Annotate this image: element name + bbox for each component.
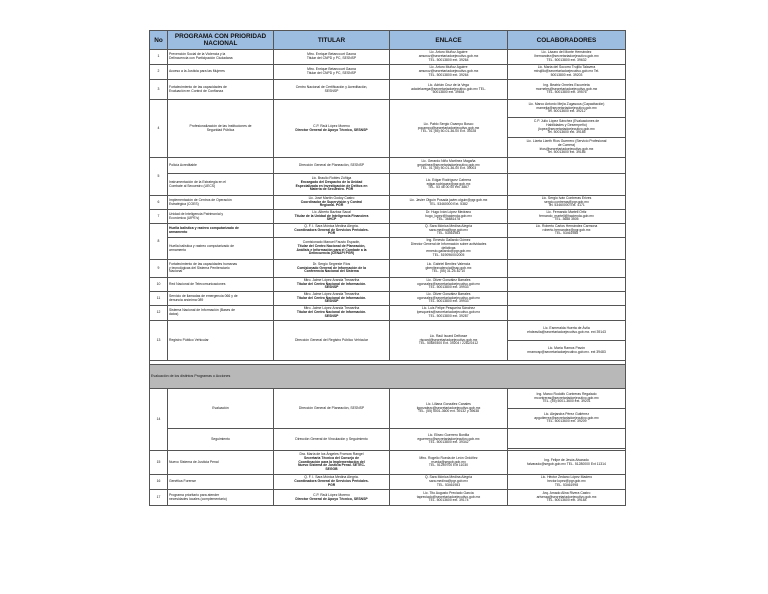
table-row bbox=[150, 306, 626, 321]
table-row bbox=[150, 80, 626, 100]
titular-role: Titular de la Unidad de Inteligencia Financiera SHCP bbox=[294, 213, 369, 222]
row-no: 11 bbox=[150, 292, 168, 306]
row-titular: Dirección General del Registro Público Vehicular bbox=[274, 321, 390, 361]
header-colaboradores: COLABORADORES bbox=[508, 31, 626, 50]
row-colaboradores bbox=[508, 260, 626, 278]
row-colaboradores bbox=[508, 278, 626, 292]
titular-name: Mtro. Jaime López Aranda Trewartha bbox=[303, 277, 360, 282]
row-titular bbox=[274, 475, 390, 490]
row-colaboradores: Ing. Marco Rodolfo Contreras Regalado mcontreras@secretariadoejecutivo.gob.mx TEL. (55) 5001-3600 ext. 39201 bbox=[508, 389, 626, 409]
row-enlace: Lic. Edgar Rodríguez Cabrera edgar.rodriguez@pgr.gob.mx TEL. 53 46 00 00 ext. 3867 bbox=[390, 174, 508, 196]
titular-name: Lic. José Martín Godoy Castro bbox=[308, 195, 355, 200]
row-colaboradores: Lic. Sergio Iván Contreras Erives sergio.contreras@pgr.gob.mx Tel. 53460000 Ext. 4171 bbox=[508, 196, 626, 210]
table-row bbox=[150, 196, 626, 210]
row-titular: Centro Nacional de Certificación y Acreditación, SESNSP bbox=[274, 80, 390, 100]
row-colaboradores bbox=[508, 292, 626, 306]
table-row bbox=[150, 429, 626, 449]
row-no: 1 bbox=[150, 50, 168, 65]
row-colaboradores: Arq. Amado Alina Rivera Castro ariveraa@secretariadoejecutivo.gob.mx TEL. 50013600 ext. 39184 bbox=[508, 490, 626, 506]
row-no: 12 bbox=[150, 306, 168, 321]
row-colaboradores: Lic. María Ramos Pavón mramosp@secretariadoejecutivo.gob.mx. ext 39483 bbox=[508, 341, 626, 361]
row-no: 7 bbox=[150, 210, 168, 224]
titular-role: Director General de Apoyo Técnico, SESNSP bbox=[295, 496, 368, 501]
row-enlace: Q. Sara Mónica Medina Alegría sara.medina@pgr.gob.mx TEL. 53461983 bbox=[390, 475, 508, 490]
row-no: 8 bbox=[150, 224, 168, 260]
header-programa: PROGRAMA CON PRIORIDAD NACIONAL bbox=[168, 31, 274, 50]
table-row bbox=[150, 451, 626, 475]
row-programa: Fortalecimiento de las capacidades humanas y tecnológicas del Sistema Penitenciario Nacional bbox=[168, 260, 274, 278]
row-colaboradores: Ing. Felipe de Jesús Alvarado falvarado@segob.gob.mx TEL. 51280000 Ext 11314 bbox=[508, 451, 626, 475]
row-colaboradores: Lic. Alejandra Pérez Gutiérrez apgutierrez@secretariadoejecutivo.gob.mx TEL. 50013600 ext. 39209 bbox=[508, 409, 626, 429]
table-header-row bbox=[150, 31, 626, 50]
row-colaboradores: C.P. Julio López Sánchez (Evaluaciones de Habilidades y Desempeño) jlopez@secretariadoejecutivo.gob.mx Tel. 50013600 ext. 39185 bbox=[508, 118, 626, 138]
row-no: 14 bbox=[150, 389, 168, 451]
row-enlace: Ing. Ernesto Gallardo Gómez Director General de Información sobre actividades delictivas ernesto.gallardo@pgr.gob.mx TEL. 51909600/2005 bbox=[390, 238, 508, 260]
row-enlace: Lic. Eliseo Guerrero Bonilla eguerrero@secretariadoejecutivo.gob.mx TEL. 50013800 ext. 39342 bbox=[390, 429, 508, 451]
row-enlace: Lic. Tito Augusto Preciado García tapreciado@secretariadoejecutivo.gob.mx TEL. 50013600 ext. 39174 bbox=[390, 490, 508, 506]
row-no: 4 bbox=[150, 100, 168, 158]
row-programa: Registro Público Vehicular bbox=[168, 321, 274, 361]
row-enlace: Dr. Hugo Iván López Medrano hugo_lopez@hacienda.gob.mx TEL. 36881478 bbox=[390, 210, 508, 224]
row-colaboradores: Lic. Roberto Carlos Hernández Carmona roberto.hernandez@pgr.gob.mx TEL. 53461988 bbox=[508, 224, 626, 238]
titular-name: Lic. Braulio Robles Zúñiga bbox=[311, 175, 352, 180]
row-colaboradores: Lic. Fernando Martell Ortiz fernando_martell@hacienda.gob.mx TEL. 3688 3505 bbox=[508, 210, 626, 224]
row-programa: Huella balística y rastreo computarizado de armamento bbox=[168, 238, 274, 260]
table-row bbox=[150, 278, 626, 292]
row-programa: Red Nacional de Telecomunicaciones bbox=[168, 278, 274, 292]
row-colaboradores: Lic. Esmeralda Huerta de Ávila ehdeavila@secretariadoejecutivo.gob.mx. ext 39143 bbox=[508, 321, 626, 341]
table-row bbox=[150, 389, 626, 409]
row-titular bbox=[274, 196, 390, 210]
row-programa: Instrumentación de la Estrategia en el Combate al Secuestro (UECS) bbox=[168, 174, 274, 196]
row-enlace: Lic. Javier Olguín Posada javier.olguin@pgr.gob.mx TEL. 53460000 Ext. 5382 bbox=[390, 196, 508, 210]
row-enlace: Lic. Adrián Cruz de la Vega adcdelavega@secretariadoejecutivo.gob.mx TEL. 50013800 ext. 39654 bbox=[390, 80, 508, 100]
row-no: 10 bbox=[150, 278, 168, 292]
row-enlace: Mtro. Rogelio Rueda de León Ordóñez rrueda@segob.gob.mx TEL. 51289700 Ext 11030 bbox=[390, 451, 508, 475]
titular-role: Titular del Centro Nacional de Información. SESNSP bbox=[296, 310, 367, 318]
row-titular bbox=[274, 306, 390, 321]
row-programa: Unidad de Inteligencia Patrimonial y Económica (UIPE's) bbox=[168, 210, 274, 224]
titular-role: Titular del Centro Nacional de Información. SESNSP bbox=[296, 295, 367, 304]
table-row bbox=[150, 224, 626, 238]
table-row bbox=[150, 100, 626, 118]
titular-role: Encargado del Despacho de la Unidad Especializada en Investigación de Delitos en Materia de Secuestro. PGR bbox=[295, 179, 368, 192]
row-titular: Mtro. Enrique Betancourt Gaona Titular del CNPD y PC, SESNSP bbox=[274, 65, 390, 80]
titular-name: Comisionado Manuel Fausto Espadín, bbox=[302, 239, 361, 244]
row-titular bbox=[274, 210, 390, 224]
row-titular bbox=[274, 490, 390, 506]
row-no: 5 bbox=[150, 158, 168, 196]
row-no: 2 bbox=[150, 65, 168, 80]
row-titular bbox=[274, 224, 390, 238]
row-enlace: Lic. Raúl Iscard Delfosse riscard@secretariadoejecutivo.gob.mx TEL. 50849300 Ext. 39204 / 2282/2412 bbox=[390, 321, 508, 361]
titular-name: Mtro. Jaime López Aranda Trewartha bbox=[303, 291, 360, 296]
row-titular bbox=[274, 278, 390, 292]
row-colaboradores: Lic. Lázaro del Monte Hernández lhernandez@secretariadoejecutivo.gob.mx TEL. 50013800 ext. 39632 bbox=[508, 50, 626, 65]
row-enlace: Lic. Arturo Muñoz Aguirre amunoz@secretariadoejecutivo.gob.mx TEL. 50013800 ext. 39264 bbox=[390, 50, 508, 65]
row-titular bbox=[274, 451, 390, 475]
row-programa: Implementación de Centros de Operación Estratégica (COES) bbox=[168, 196, 274, 210]
table-row bbox=[150, 260, 626, 278]
row-colaboradores bbox=[508, 306, 626, 321]
titular-name: Dra. María de los Ángeles Fromow Rangel bbox=[299, 451, 364, 456]
row-no: 13 bbox=[150, 321, 168, 361]
table-row bbox=[150, 158, 626, 174]
row-enlace: Lic. Arturo Muñoz Aguirre amunoz@secretariadoejecutivo.gob.mx TEL. 50013800 ext. 39264 bbox=[390, 65, 508, 80]
table-row bbox=[150, 210, 626, 224]
row-programa: Evaluación bbox=[168, 389, 274, 429]
row-titular: Mtro. Enrique Betancourt Gaona Titular del CNPD y PC, SESNSP bbox=[274, 50, 390, 65]
row-titular: Dirección General de Vinculación y Seguimiento bbox=[274, 429, 390, 451]
titular-role: Titular del Centro Nacional de Información. SESNSP bbox=[296, 281, 367, 290]
row-enlace: Q. Sara Mónica Medina Alegría sara.medina@pgr.gob.mx TEL. 53461983 bbox=[390, 224, 508, 238]
row-programa: Huella balística y rastreo computarizado de armamento bbox=[168, 224, 274, 238]
titular-role: Director General de Apoyo Técnico, SESNSP bbox=[295, 127, 368, 132]
titular-role: Comisionado General de Información de la Conferencia Nacional del Sistema bbox=[297, 265, 366, 274]
header-no: No bbox=[150, 31, 168, 50]
row-colaboradores: Lic. María del Socorro Trujillo Talavera mtrujillo@secretariadoejecutivo.gob.mx Tel. 50013800 ext. 39203 bbox=[508, 65, 626, 80]
titular-role: Titular del Centro Nacional de Planeación, Análisis e Información para el Combate a la Delincuencia (CENAPI PGR) bbox=[296, 243, 367, 256]
section-title: Evaluación de los distintos Programas o Acciones bbox=[150, 365, 626, 389]
row-enlace: Lic. Oliver González Barrales ogonzalez@secretariadoejecutivo.gob.mx TEL. 50013800 ext. 39933 bbox=[390, 278, 508, 292]
priority-programs-table bbox=[149, 30, 626, 506]
row-programa: Policía Acreditable bbox=[168, 158, 274, 174]
table-row bbox=[150, 50, 626, 65]
titular-role: Coordinadora General de Servicios Periciales. PGR bbox=[294, 479, 369, 487]
row-no: 9 bbox=[150, 260, 168, 278]
row-programa: Profesionalización de las Instituciones de Seguridad Pública bbox=[168, 100, 274, 158]
table-row bbox=[150, 174, 626, 196]
table-row bbox=[150, 475, 626, 490]
row-programa: Seguimiento bbox=[168, 429, 274, 451]
row-programa: Programa prioritario para atender necesidades locales (complementario) bbox=[168, 490, 274, 506]
row-enlace: Lic. Pablo Sergio Ocampo Bosco pocampo@secretariadoejecutivo.gob.mx TEL. 01 (55) 50-01-36-00 Ext. 39228 bbox=[390, 100, 508, 158]
row-titular bbox=[274, 292, 390, 306]
row-titular bbox=[274, 100, 390, 158]
titular-name: Lic. Alberto Bazbaz Sacal bbox=[312, 209, 351, 214]
row-colaboradores: Lic. Lizeta Lizeth Ríos Guerrero (Servicio Profesional de Carrera) lrios@secretariadoejecutivo.gob.mx Tel. 50013600 ext. 39186 bbox=[508, 138, 626, 158]
row-programa: Acceso a la Justicia para las Mujeres bbox=[168, 65, 274, 80]
row-titular bbox=[274, 260, 390, 278]
table-row bbox=[150, 65, 626, 80]
row-colaboradores bbox=[508, 429, 626, 449]
row-no: 16 bbox=[150, 475, 168, 490]
header-titular: TITULAR bbox=[274, 31, 390, 50]
row-enlace: Lic. Oliver González Barrales ogonzalez@secretariadoejecutivo.gob.mx TEL. 50013800 ext. 39933 bbox=[390, 292, 508, 306]
row-colaboradores bbox=[508, 158, 626, 174]
row-enlace: Lic. Luis Felipe Pesqueira Sánchez lpesqueira@secretariadoejecutivo.gob.mx TEL. 50013800 ext. 39287 bbox=[390, 306, 508, 321]
titular-name: Dr. Sergio Segreste Ríos bbox=[312, 261, 351, 266]
row-programa: Fortalecimiento de las capacidades de Evaluación en Control de Confianza bbox=[168, 80, 274, 100]
row-colaboradores bbox=[508, 174, 626, 196]
row-programa: Servicio de llamadas de emergencia 066 y de denuncia anónima 089 bbox=[168, 292, 274, 306]
row-no: 6 bbox=[150, 196, 168, 210]
row-colaboradores: Lic. Héctor Zedano López Madero hector.lopez@pgr.gob.mx TEL. 53461998 bbox=[508, 475, 626, 490]
titular-role: Coordinadora General de Servicios Periciales. PGR bbox=[294, 227, 369, 236]
header-enlace: ENLACE bbox=[390, 31, 508, 50]
row-titular bbox=[274, 238, 390, 260]
row-programa: Prevención Social de la Violencia y la Delincuencia con Participación Ciudadana bbox=[168, 50, 274, 65]
titular-name: Q. F. I. Sara Mónica Medina Alegría. bbox=[304, 223, 359, 228]
row-colaboradores: Lic. Marco Antonio Mejía Zugasoca (Capacitación) mamejia@secretariadoejecutivo.gob.mx Tel. 50013600 ext. 39212 bbox=[508, 100, 626, 118]
row-enlace: Lic. Liliana González Canales lgonzalezc@secretariadoejecutivo.gob.mx TEL. (55) 5001-3600 ext. 39132 y 39638 bbox=[390, 389, 508, 429]
table-row bbox=[150, 292, 626, 306]
row-titular bbox=[274, 174, 390, 196]
row-titular: Dirección General de Planeación, SESNSP bbox=[274, 158, 390, 174]
table-row bbox=[150, 321, 626, 341]
row-colaboradores bbox=[508, 238, 626, 260]
titular-role: Coordinador de Supervisión y Control Regional. PGR bbox=[300, 199, 363, 208]
row-titular: Dirección General de Planeación, SESNSP bbox=[274, 389, 390, 429]
row-programa: Nuevo Sistema de Justicia Penal bbox=[168, 451, 274, 475]
section-row bbox=[150, 365, 626, 389]
titular-name: Q. F. I. Sara Mónica Medina Alegría. bbox=[304, 475, 359, 480]
row-colaboradores: Ing. Beatriz Orneles Escurrieta morneles@secretariadoejecutivo.gob.mx TEL. 50013800 ext. 39576 bbox=[508, 80, 626, 100]
row-no: 3 bbox=[150, 80, 168, 100]
row-no: 17 bbox=[150, 490, 168, 506]
titular-name: C.P. Raúl López Moreno bbox=[313, 123, 350, 128]
titular-name: C.P. Raúl López Moreno bbox=[313, 492, 350, 497]
titular-role: Secretaria Técnica del Consejo de Coordinación para la Implementación del Nuevo Sistema de Justicia Penal. SETEC- SEGOB bbox=[297, 455, 366, 472]
titular-name: Mtro. Jaime López Aranda Trewartha bbox=[303, 306, 360, 311]
row-programa: Sistema Nacional de Información (Bases de datos) bbox=[168, 306, 274, 321]
row-programa: Genética Forense bbox=[168, 475, 274, 490]
row-enlace: Lic. Gerardo Niño Martínez Magaña gmartinez@secretariadoejecutivo.gob.mx TEL. 01 (55) 50-01-36-00 Ext. 39003 bbox=[390, 158, 508, 174]
table-row bbox=[150, 490, 626, 506]
row-no: 15 bbox=[150, 451, 168, 475]
row-enlace: Lic. Gabriel Benítez Valencia gbenitezvalencia@ssp.gob.mx TEL. (55) 31-25-62 10 bbox=[390, 260, 508, 278]
table-row bbox=[150, 238, 626, 260]
